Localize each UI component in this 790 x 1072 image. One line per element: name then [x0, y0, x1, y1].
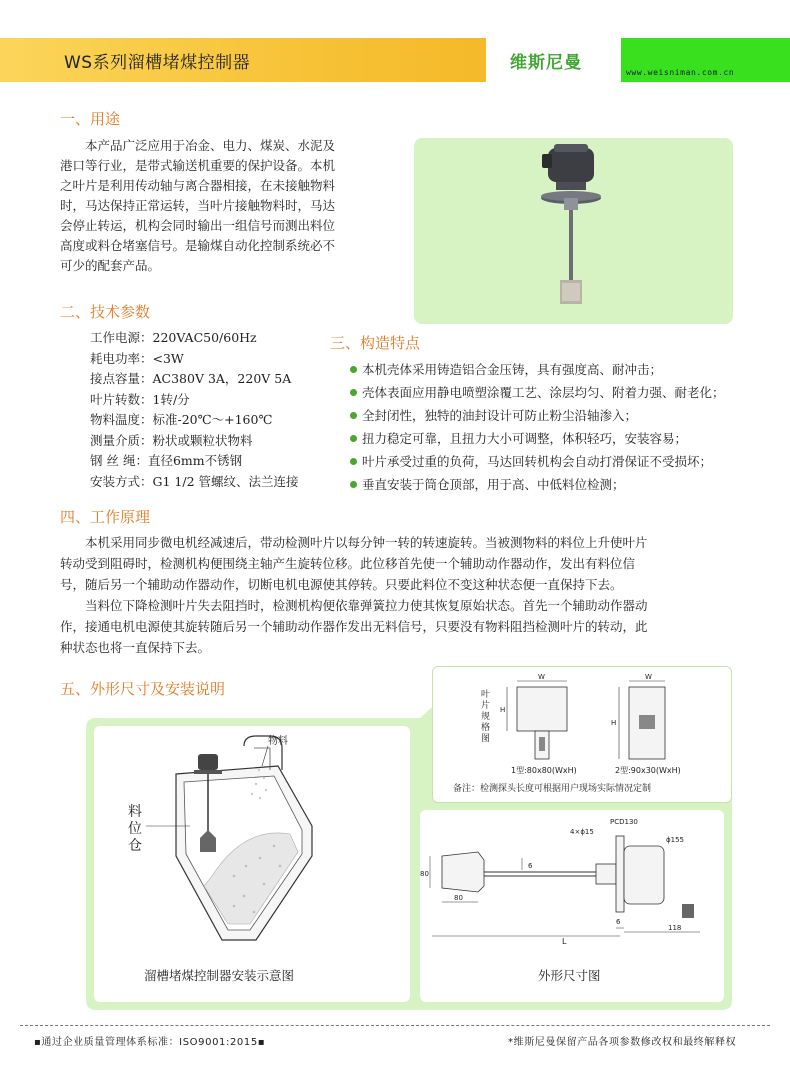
working-line: 转动受到阻碍时，检测机构便围绕主轴产生旋转位移。此位移首先使一个辅助动作器动作，发出有料位信 — [60, 556, 636, 571]
spec-item: 耗电功率：<3W — [90, 350, 184, 366]
pcd-label: PCD130 — [610, 818, 638, 826]
spec-item: 安装方式：G1 1/2 管螺纹、法兰连接 — [90, 473, 299, 489]
bin-label-1: 料 — [128, 804, 142, 820]
footer-divider — [20, 1025, 770, 1026]
blade-spec-diagram — [433, 667, 733, 804]
working-line: 种状态也将一直保持下去。 — [60, 640, 211, 655]
working-line: 当料位下降检测叶片失去阻挡时，检测机构便依靠弹簧拉力使其恢复原始状态。首先一个辅助动作器动 — [85, 598, 648, 613]
brand-name: 维斯尼曼 — [510, 53, 582, 73]
svg-text:规: 规 — [481, 712, 491, 722]
blade-height-label: 80 — [420, 870, 429, 878]
rod-dim-label: 6 — [528, 862, 533, 870]
blade-note: 备注：检测探头长度可根据用户现场实际情况定制 — [453, 784, 652, 794]
working-line: 本机采用同步微电机经减速后，带动检测叶片以每分钟一转的转速旋转。当被测物料的料位上升使叶片 — [85, 535, 648, 550]
length-label: L — [562, 937, 567, 946]
feature-item: 壳体表面应用静电喷塑涂覆工艺、涂层均匀、附着力强、耐老化； — [350, 381, 725, 404]
svg-text:片: 片 — [481, 701, 491, 711]
feature-item: 全封闭性，独特的油封设计可防止粉尘沿轴渗入； — [350, 404, 725, 427]
working-line: 号，随后另一个辅助动作器动作，切断电机电源使其停转。只要此料位不变这种状态便一直保持下去。 — [60, 577, 623, 592]
usage-line: 之叶片是利用传动轴与离合器相接，在未接触物料 — [60, 178, 336, 193]
website-link[interactable]: www.weisniman.com.cn — [626, 68, 735, 77]
section-title-features: 三、构造特点 — [330, 334, 421, 352]
svg-text:W: W — [538, 673, 545, 681]
outline-diagram-caption: 外形尺寸图 — [538, 968, 601, 983]
diameter-label: ϕ155 — [666, 836, 684, 844]
feature-item: 叶片承受过重的负荷，马达回转机构会自动打滑保证不受损坏； — [350, 450, 725, 473]
material-label: 物料 — [268, 736, 288, 747]
holes-label: 4×ϕ15 — [570, 828, 594, 836]
housing-width-label: 118 — [668, 924, 682, 932]
page-title: WS系列溜槽堵煤控制器 — [64, 53, 251, 73]
section-title-usage: 一、用途 — [60, 110, 121, 128]
spec-item: 物料温度：标准-20℃～+160℃ — [90, 412, 273, 427]
spec-item: 叶片转数：1转/分 — [90, 391, 190, 407]
flange-width-label: 6 — [616, 918, 621, 926]
section-title-specs: 二、技术参数 — [60, 303, 151, 321]
blade-type2-label: 2型:90x30(WxH) — [615, 766, 681, 775]
footer-certification: ▪通过企业质量管理体系标准：ISO9001:2015▪ — [34, 1037, 266, 1048]
usage-line: 本产品广泛应用于冶金、电力、煤炭、水泥及 — [85, 138, 336, 153]
usage-line: 会停止转运，机构会同时输出一组信号而测出料位 — [60, 218, 336, 233]
bin-label-2: 位 — [128, 821, 142, 837]
usage-line: 可少的配套产品。 — [60, 258, 161, 273]
feature-item: 扭力稳定可靠，且扭力大小可调整，体积轻巧，安装容易； — [350, 427, 725, 450]
blade-spec-panel — [432, 666, 732, 803]
blade-type1-label: 1型:80x80(WxH) — [511, 766, 577, 775]
spec-item: 接点容量：AC380V 3A，220V 5A — [90, 371, 292, 386]
svg-text:H: H — [611, 719, 617, 727]
svg-text:格: 格 — [481, 723, 491, 733]
spec-item: 测量介质：粉状或颗粒状物料 — [90, 432, 253, 448]
working-line: 作，接通电机电源使其旋转随后另一个辅助动作器作发出无料信号，只要没有物料阻挡检测叶片的转动，此 — [60, 619, 648, 634]
footer-disclaimer: *维斯尼曼保留产品各项参数修改权和最终解释权 — [508, 1037, 737, 1048]
svg-text:H: H — [500, 706, 506, 714]
install-diagram-caption: 溜槽堵煤控制器安装示意图 — [144, 968, 295, 983]
feature-item: 本机壳体采用铸造铝合金压铸，具有强度高、耐冲击； — [350, 358, 725, 381]
svg-text:图: 图 — [481, 734, 491, 744]
svg-text:W: W — [645, 673, 652, 681]
section-title-install: 五、外形尺寸及安装说明 — [60, 680, 226, 698]
feature-item: 垂直安装于筒仓顶部，用于高、中低料位检测； — [350, 473, 725, 496]
svg-text:叶: 叶 — [481, 690, 491, 700]
section-title-working: 四、工作原理 — [60, 508, 151, 526]
blade-width-label: 80 — [454, 894, 463, 902]
blade-side-label — [481, 688, 490, 744]
installation-diagram — [94, 726, 410, 1002]
spec-item: 钢 丝 绳：直径6mm不锈钢 — [90, 453, 243, 468]
usage-line: 时，马达保持正常运转，当叶片接触物料时，马达 — [60, 198, 336, 213]
usage-line: 港口等行业，是带式输送机重要的保护设备。本机 — [60, 158, 336, 173]
usage-line: 高度或料仓堵塞信号。是输煤自动化控制系统必不 — [60, 238, 336, 253]
bin-label-3: 仓 — [128, 838, 142, 854]
spec-item: 工作电源：220VAC50/60Hz — [90, 330, 257, 345]
